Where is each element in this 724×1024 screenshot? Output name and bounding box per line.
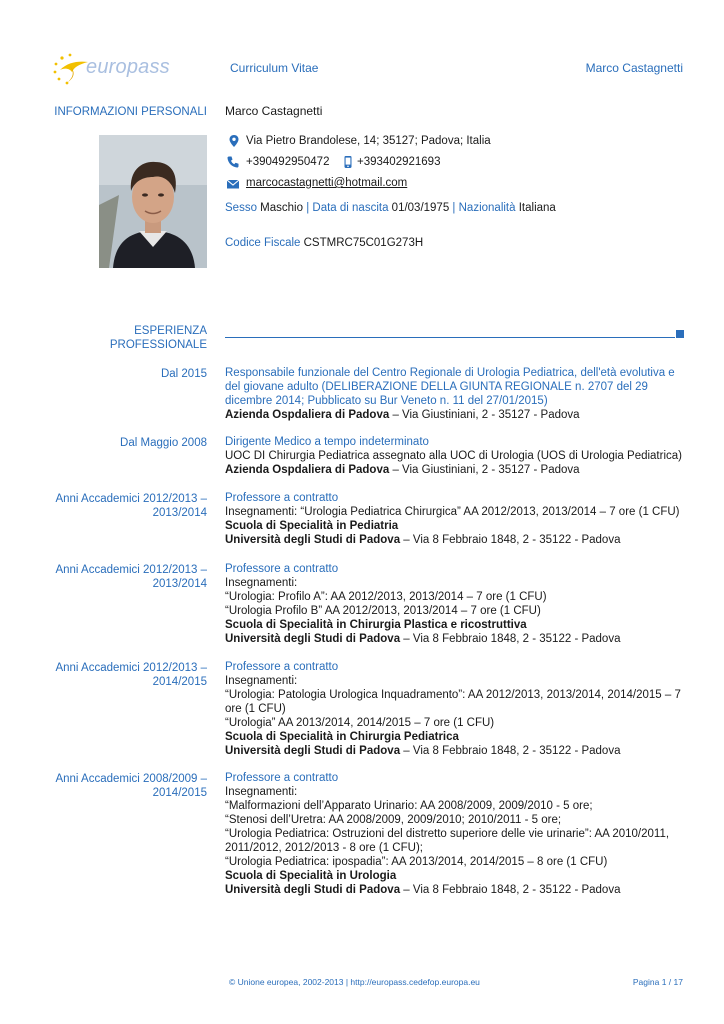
- experience-entry: Dirigente Medico a tempo indeterminato UOC DI Chirurgia Pediatrica assegnato alla UOC di Urologia (UOS di Urologia Pediatrica) Azienda Ospdaliera di Padova – Via Giustiniani, 2 - 35127 - Padova: [225, 436, 682, 476]
- section-personal-info: INFORMAZIONI PERSONALI: [54, 106, 207, 118]
- person-name: Marco Castagnetti: [225, 104, 323, 118]
- fiscal-label: Codice Fiscale: [225, 237, 301, 249]
- logo-text: europass: [86, 56, 170, 78]
- entry-date: Dal Maggio 2008: [120, 437, 207, 449]
- phone-icon: [226, 155, 240, 169]
- header-name: Marco Castagnetti: [585, 61, 683, 75]
- address: Via Pietro Brandolese, 14; 35127; Padova; Italia: [246, 135, 491, 147]
- birth-value: 01/03/1975: [391, 202, 450, 214]
- mobile-number[interactable]: +393402921693: [357, 156, 441, 168]
- experience-entry: Professore a contratto Insegnamenti: “Malformazioni dell’Apparato Urinario: AA 2008/2009, 2009/2010 - 5 ore; “Stenosi dell’Uretra: AA 2008/2009, 2009/2010; 2010/2011 - 5 ore; “Urologia Pediatrica: Ostruzioni del distretto superiore delle vie urinarie”: AA 2010/2011, 2011/2012, 2012/2013 - 8 ore (1 CFU); “Urologia Pediatrica: ipospadia”: AA 2013/2014, 2014/2015 – 8 ore (1 CFU) Scuola di Specialità in Urologia Università degli Studi di Padova – Via 8 Febbraio 1848, 2 - 35122 - Padova: [225, 772, 670, 896]
- entry-date: Anni Accademici 2008/2009 – 2014/2015: [55, 773, 207, 799]
- email-icon: [226, 177, 240, 191]
- demographics-line: Sesso Maschio | Data di nascita 01/03/1975 | Nazionalità Italiana: [225, 202, 556, 214]
- experience-entry: Responsabile funzionale del Centro Regionale di Urologia Pediatrica, dell'età evolutiva e del giovane adulto (DELIBERAZIONE DELLA GIUNTA REGIONALE n. 2707 del 29 dicembre 2014; Pubblicato su Bur Veneto n. 11 del 27/01/2015) Azienda Ospdaliera di Padova – Via Giustiniani, 2 - 35127 - Padova: [225, 367, 675, 421]
- doc-title: Curriculum Vitae: [230, 61, 319, 75]
- email-link[interactable]: marcocastagnetti@hotmail.com: [246, 177, 408, 189]
- entry-date: Dal 2015: [160, 368, 207, 380]
- footer-page-number: Pagina 1 / 17: [632, 977, 683, 987]
- sex-value: Maschio: [260, 202, 303, 214]
- footer-copyright[interactable]: © Unione europea, 2002-2013 | http://europass.cedefop.europa.eu: [229, 977, 480, 987]
- sex-label: Sesso: [225, 202, 257, 214]
- section-divider: [225, 337, 675, 338]
- europass-logo: [52, 52, 170, 86]
- experience-entry: Professore a contratto Insegnamenti: “Urologia: Profilo A”: AA 2012/2013, 2013/2014 – 7 ore (1 CFU) “Urologia Profilo B” AA 2012/2013, 2013/2014 – 7 ore (1 CFU) Scuola di Specialità in Chirurgia Plastica e ricostruttiva Università degli Studi di Padova – Via 8 Febbraio 1848, 2 - 35122 - Padova: [225, 563, 621, 645]
- entry-date: Anni Accademici 2012/2013 – 2013/2014: [55, 493, 207, 519]
- fiscal-value: CSTMRC75C01G273H: [303, 237, 424, 249]
- nationality-label: Nazionalità: [458, 202, 516, 214]
- entry-date: Anni Accademici 2012/2013 – 2013/2014: [55, 564, 207, 590]
- nationality-value: Italiana: [518, 202, 556, 214]
- profile-photo: [99, 135, 207, 268]
- fiscal-code-line: [225, 237, 423, 249]
- phone-number[interactable]: +390492950472: [246, 156, 330, 168]
- experience-entry: Professore a contratto Insegnamenti: “Urologia Pediatrica Chirurgica” AA 2012/2013, 2013/2014 – 7 ore (1 CFU) Scuola di Specialità in Pediatria Università degli Studi di Padova – Via 8 Febbraio 1848, 2 - 35122 - Padova: [225, 492, 680, 546]
- section-divider-marker: [676, 330, 684, 338]
- entry-date: Anni Accademici 2012/2013 – 2014/2015: [55, 662, 207, 688]
- birth-label: Data di nascita: [312, 202, 389, 214]
- location-icon: [227, 134, 241, 148]
- mobile-icon: [341, 155, 355, 169]
- section-experience: ESPERIENZA PROFESSIONALE: [109, 325, 207, 351]
- experience-entry: Professore a contratto Insegnamenti: “Urologia: Patologia Urologica Inquadramento”: AA 2012/2013, 2013/2014, 2014/2015 – 7 ore (1 CFU) “Urologia” AA 2013/2014, 2014/2015 – 7 ore (1 CFU) Scuola di Specialità in Chirurgia Pediatrica Università degli Studi di Padova – Via 8 Febbraio 1848, 2 - 35122 - Padova: [225, 661, 681, 757]
